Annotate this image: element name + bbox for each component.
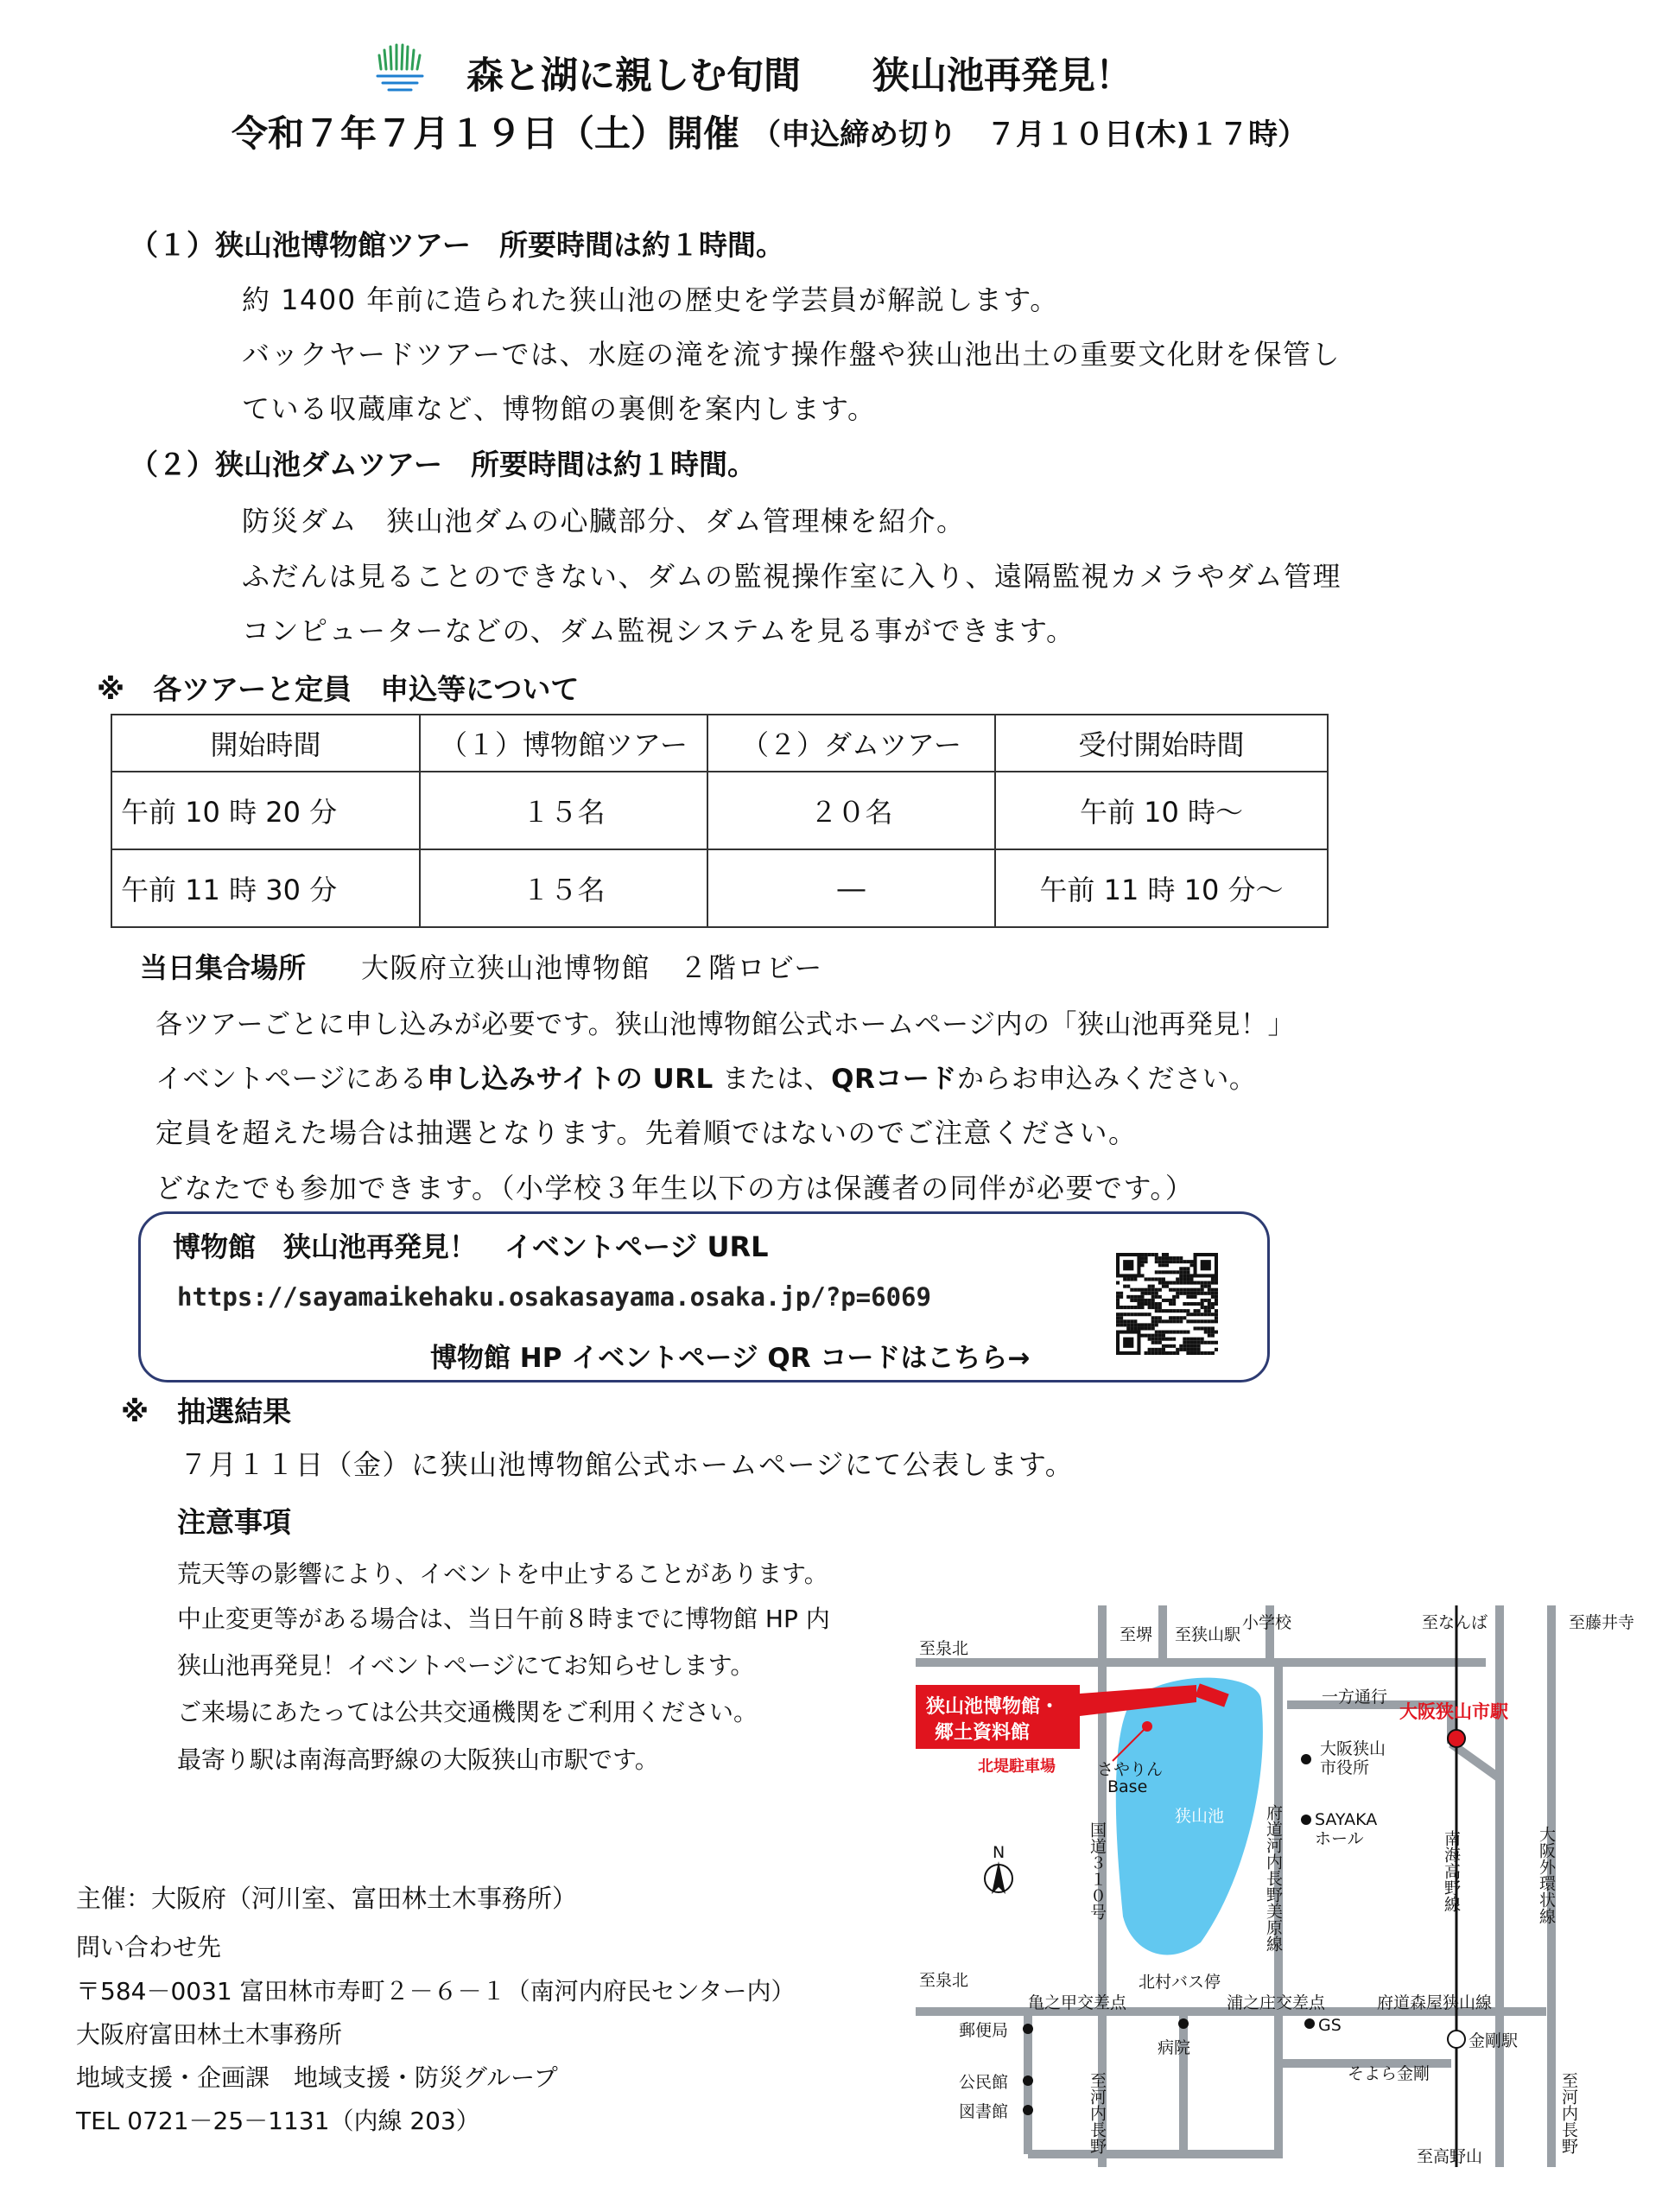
station-icon <box>1448 2031 1465 2048</box>
map-label: 大阪外環状線 <box>1537 1826 1556 1924</box>
map-label: さやりん <box>1097 1760 1164 1779</box>
map-label: 国道３１０号 <box>1088 1821 1107 1920</box>
map-label: 至狭山駅 <box>1175 1625 1241 1644</box>
map-pond-label: 狭山池 <box>1175 1807 1225 1826</box>
tour1-line: ている収蔵庫など、博物館の裏側を案内します。 <box>242 392 877 425</box>
organizer-host: 主催：大阪府（河川室、富田林土木事務所） <box>76 1884 578 1913</box>
map-label: 大阪狭山 <box>1320 1739 1386 1758</box>
forest-lake-logo-icon <box>374 43 426 97</box>
station-icon <box>1448 1730 1465 1747</box>
table-cell: 午前 11 時 30 分 <box>111 849 420 927</box>
map-north: N <box>993 1843 1005 1862</box>
event-title: 森と湖に親しむ旬間 <box>466 54 801 98</box>
notes-text: または、 <box>722 1064 832 1095</box>
map-label: 至なんば <box>1422 1613 1488 1632</box>
meeting-place-label: 当日集合場所 <box>140 951 307 984</box>
map-label: SAYAKA <box>1315 1810 1378 1829</box>
tour2-line: コンピューターなどの、ダム監視システムを見る事ができます。 <box>242 614 1075 647</box>
caution-heading: 注意事項 <box>177 1505 291 1539</box>
map-label: 一方通行 <box>1322 1688 1388 1707</box>
map-label: 郵便局 <box>959 2021 1009 2040</box>
map-label: そよら金剛 <box>1348 2064 1430 2083</box>
table-cell: 午前 10 時 20 分 <box>111 772 420 849</box>
application-deadline: （申込締め切り ７月１０日(木)１７時） <box>752 118 1308 152</box>
map-label: 至河内長野 <box>1559 2072 1578 2154</box>
map-station-label: 大阪狭山市駅 <box>1399 1701 1508 1722</box>
map-label: 府道河内長野美原線 <box>1264 1804 1283 1952</box>
qr-code[interactable] <box>1116 1253 1218 1355</box>
notes-line: 各ツアーごとに申し込みが必要です。狭山池博物館公式ホームページ内の「狭山池再発見！」 <box>155 1009 1295 1040</box>
caution-line: ご来場にあたっては公共交通機関をご利用ください。 <box>177 1698 758 1726</box>
map-label: 小学校 <box>1242 1613 1292 1632</box>
map-label: Base <box>1107 1777 1148 1796</box>
map-label: 亀之甲交差点 <box>1028 1993 1127 2012</box>
table-row <box>111 849 1328 927</box>
table-header-cell: （２）ダムツアー <box>707 715 995 772</box>
notes-line: 定員を超えた場合は抽選となります。先着順ではないのでご注意ください。 <box>155 1116 1138 1149</box>
capacity-heading: ※ 各ツアーと定員 申込等について <box>97 672 580 706</box>
tour1-line: 約 1400 年前に造られた狭山池の歴史を学芸員が解説します。 <box>242 283 1059 316</box>
map-label: 浦之庄交差点 <box>1227 1993 1326 2012</box>
table-cell: １５名 <box>420 849 707 927</box>
caution-line: 狭山池再発見！イベントページにてお知らせします。 <box>177 1651 755 1680</box>
url-box-title: 博物館 狭山池再発見！ イベントページ URL <box>173 1230 769 1263</box>
map-parking-label: 北堤駐車場 <box>978 1758 1056 1776</box>
map-label: 図書館 <box>959 2102 1009 2121</box>
map-label: 至高野山 <box>1417 2147 1483 2166</box>
table-header-cell: 受付開始時間 <box>995 715 1328 772</box>
contact-department: 地域支援・企画課 地域支援・防災グループ <box>76 2063 558 2092</box>
notes-emphasis: 申し込みサイトの URL <box>427 1064 714 1095</box>
caution-line: 荒天等の影響により、イベントを中止することがあります。 <box>177 1560 828 1588</box>
map-label: GS <box>1318 2016 1342 2035</box>
qr-caption: 博物館 HP イベントページ QR コードはこちら→ <box>430 1343 1031 1374</box>
notes-emphasis: QRコード <box>831 1064 957 1095</box>
map-label: 至泉北 <box>919 1639 969 1658</box>
tour-capacity-table <box>111 714 1329 928</box>
table-cell: 午前 11 時 10 分～ <box>995 849 1328 927</box>
notes-text: イベントページにある <box>155 1064 428 1095</box>
caution-line: 最寄り駅は南海高野線の大阪狭山市駅です。 <box>177 1745 659 1774</box>
tour2-line: 防災ダム 狭山池ダムの心臓部分、ダム管理棟を紹介。 <box>242 505 966 537</box>
map-museum-label: 狭山池博物館・ <box>926 1696 1060 1718</box>
notes-line <box>155 1057 1256 1096</box>
table-row <box>111 772 1328 849</box>
table-header-cell: 開始時間 <box>111 715 420 772</box>
meeting-place: 大阪府立狭山池博物館 ２階ロビー <box>361 951 823 984</box>
map-label: 至泉北 <box>919 1971 969 1990</box>
map-label: 至河内長野 <box>1088 2072 1107 2154</box>
map-museum-label: 郷土資料館 <box>935 1722 1031 1744</box>
tour1-heading: （１）狭山池博物館ツアー 所要時間は約１時間。 <box>130 228 785 262</box>
contact-label: 問い合わせ先 <box>76 1933 222 1961</box>
map-label: 南海高野線 <box>1442 1830 1461 1912</box>
tour2-line: ふだんは見ることのできない、ダムの監視操作室に入り、遠隔監視カメラやダム管理 <box>242 560 1342 593</box>
table-cell: 午前 10 時～ <box>995 772 1328 849</box>
contact-address: 〒584－0031 富田林市寿町２－６－１（南河内府民センター内） <box>76 1977 796 2005</box>
map-label: ホール <box>1315 1829 1364 1848</box>
table-cell: １５名 <box>420 772 707 849</box>
table-cell: ― <box>707 849 995 927</box>
access-map-svg <box>916 1605 1635 2167</box>
map-label: 金剛駅 <box>1469 2031 1519 2050</box>
event-subtitle: 狭山池再発見！ <box>872 54 1132 98</box>
map-label: 府道森屋狭山線 <box>1377 1993 1493 2012</box>
map-label: 病院 <box>1158 2038 1191 2057</box>
caution-line: 中止変更等がある場合は、当日午前８時までに博物館 HP 内 <box>177 1605 830 1633</box>
north-arrow-icon <box>985 1861 1012 1894</box>
map-label: 公民館 <box>959 2073 1009 2092</box>
notes-line: どなたでも参加できます。（小学校３年生以下の方は保護者の同伴が必要です。） <box>155 1172 1195 1205</box>
event-date: 令和７年７月１９日（土）開催 <box>232 112 740 155</box>
map-label: 市役所 <box>1320 1758 1370 1777</box>
lottery-text: ７月１１日（金）に狭山池博物館公式ホームページにて公表します。 <box>180 1448 1075 1481</box>
qr-code-icon <box>1116 1253 1218 1355</box>
tour2-heading: （２）狭山池ダムツアー 所要時間は約１時間。 <box>130 448 757 481</box>
event-url-link[interactable]: https://sayamaikehaku.osakasayama.osaka.jp/?p=6069 <box>177 1282 931 1312</box>
table-cell: ２０名 <box>707 772 995 849</box>
contact-office: 大阪府富田林土木事務所 <box>76 2020 343 2049</box>
map-label: 北村バス停 <box>1139 1973 1221 1992</box>
lottery-heading: ※ 抽選結果 <box>121 1395 292 1428</box>
contact-tel: TEL 0721－25－1131（内線 203） <box>76 2107 480 2135</box>
notes-text: からお申込みください。 <box>956 1064 1257 1095</box>
header-logo <box>374 43 426 97</box>
table-header-cell: （１）博物館ツアー <box>420 715 707 772</box>
map-label: 至藤井寺 <box>1569 1613 1635 1632</box>
table-header-row <box>111 715 1328 772</box>
tour1-line: バックヤードツアーでは、水庭の滝を流す操作盤や狭山池出土の重要文化財を保管し <box>242 338 1342 371</box>
map-label: 至堺 <box>1120 1625 1153 1644</box>
access-map <box>916 1605 1635 2167</box>
